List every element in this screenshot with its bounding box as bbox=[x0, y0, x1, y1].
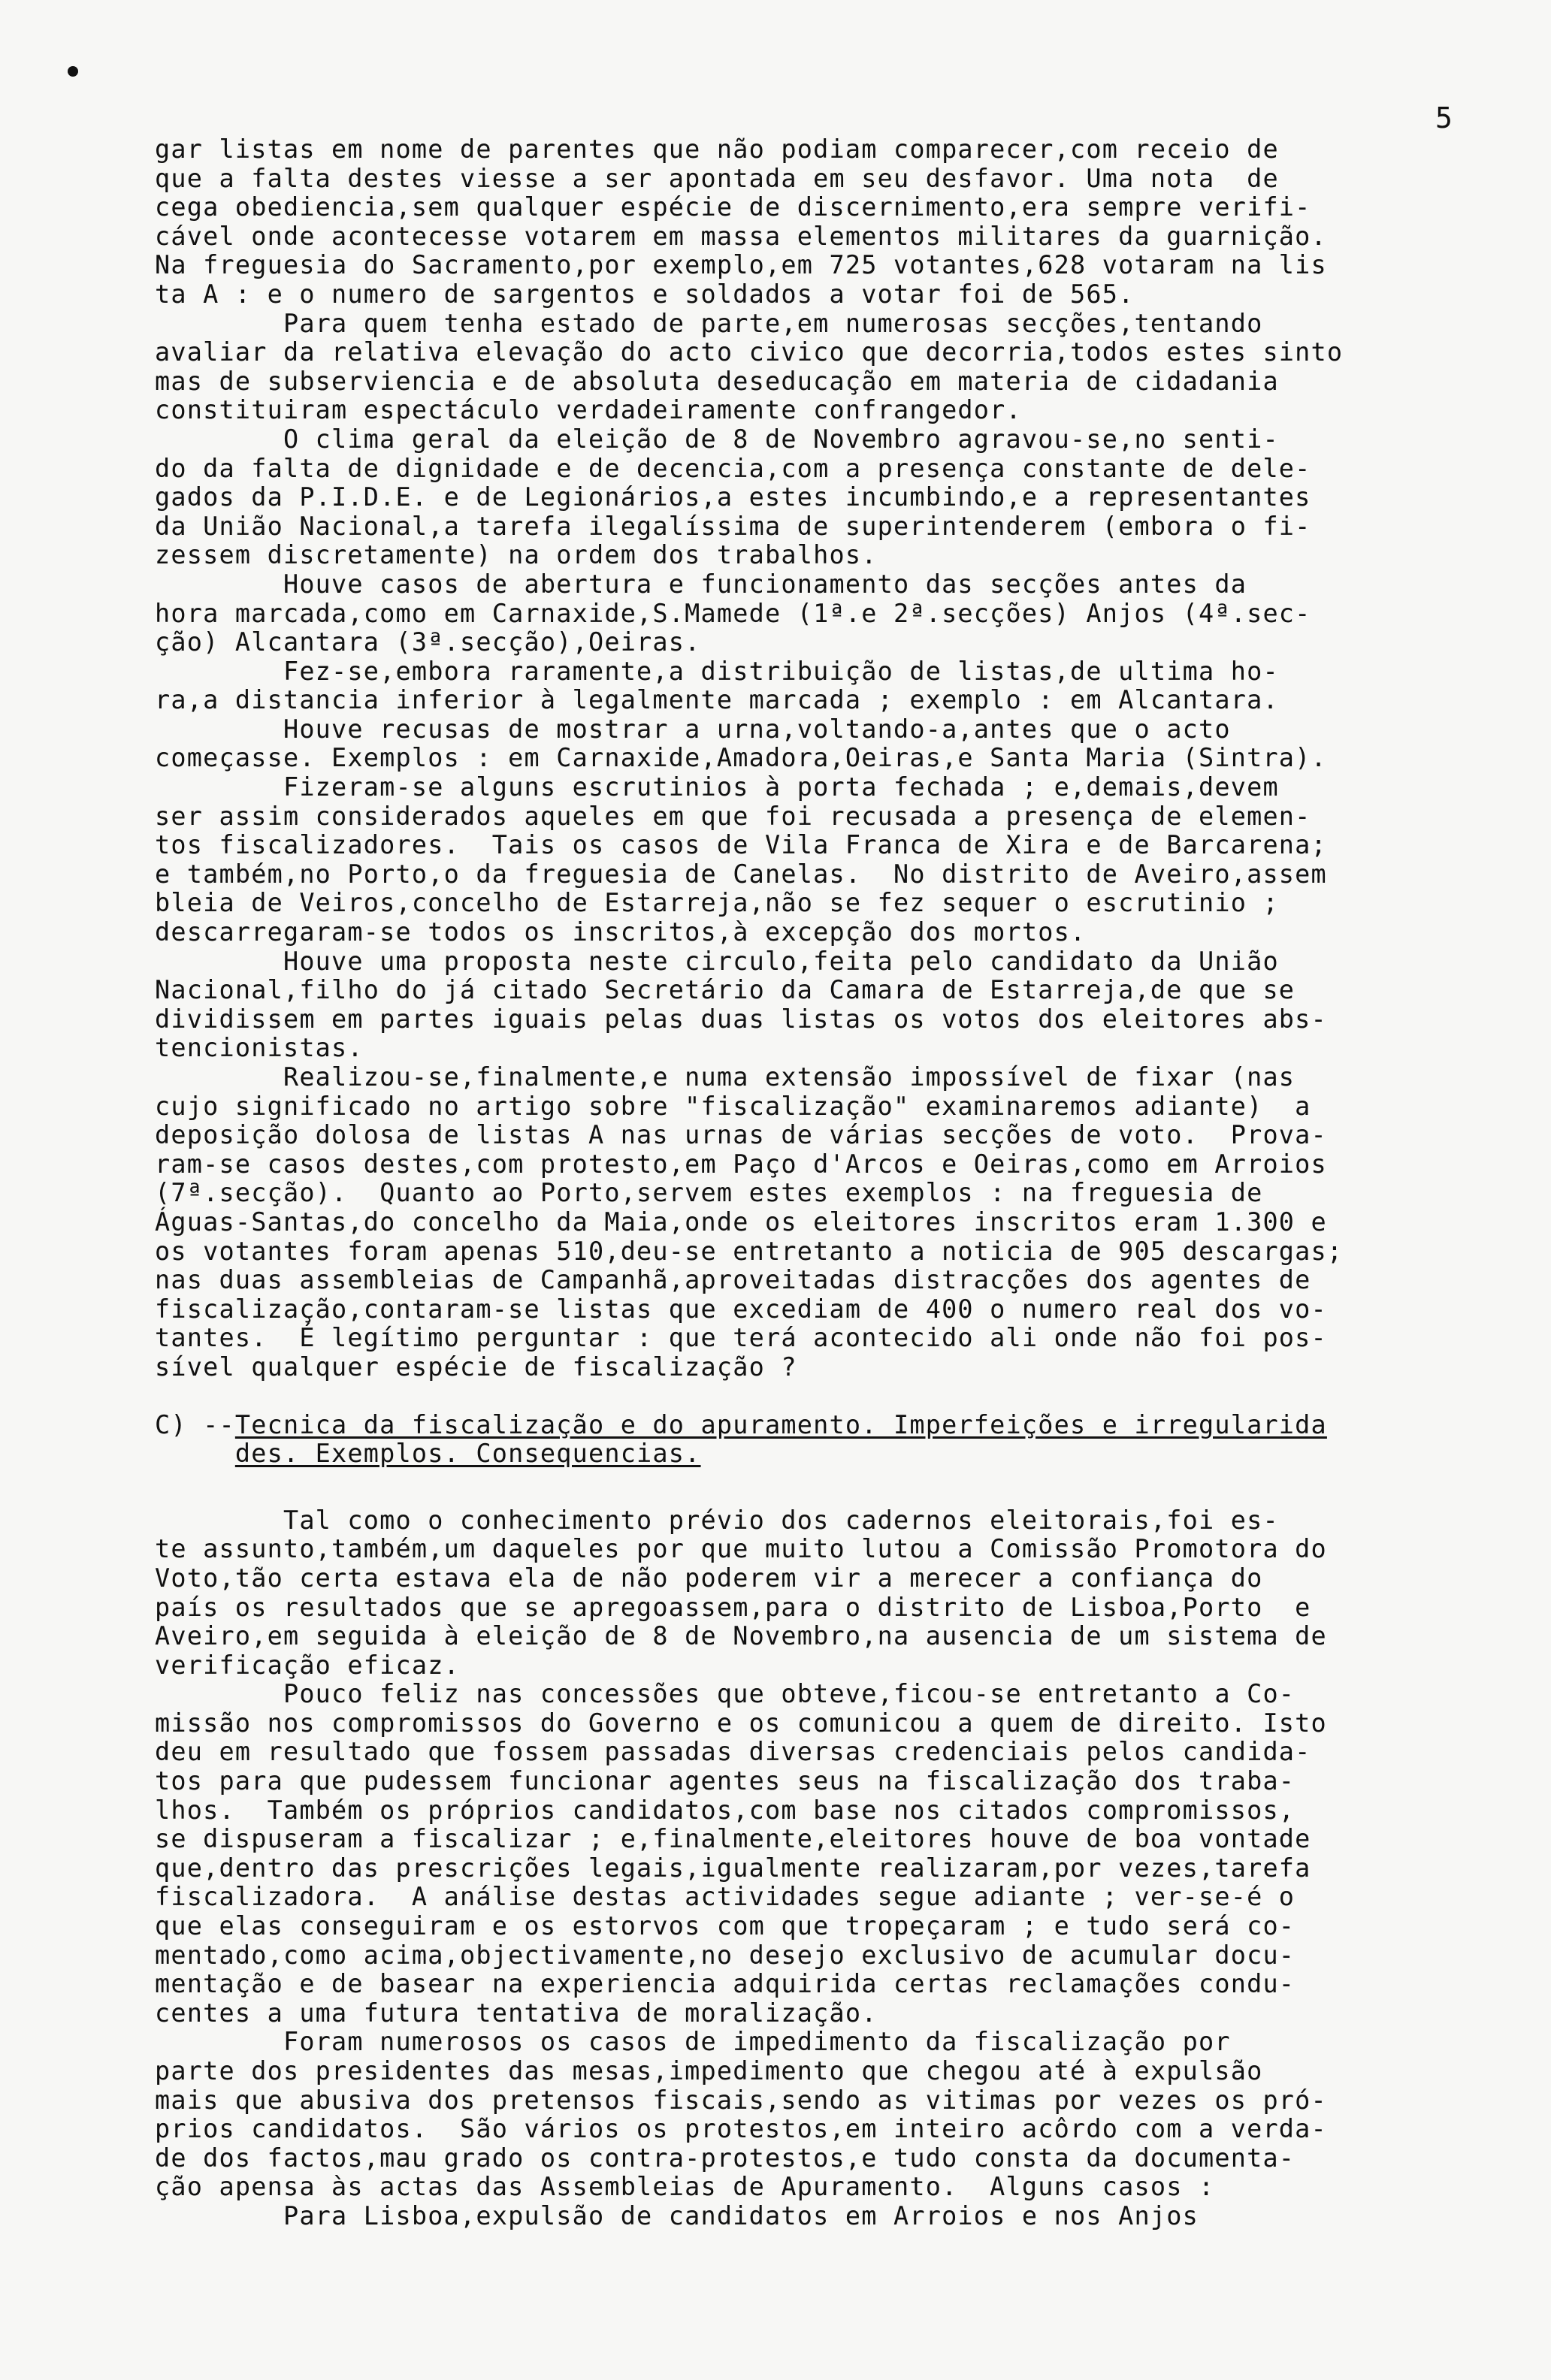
text-line: sível qualquer espécie de fiscalização ? bbox=[155, 1352, 797, 1382]
text-line: dividissem em partes iguais pelas duas listas os votos dos eleitores abs- bbox=[155, 1004, 1327, 1034]
text-line: hora marcada,como em Carnaxide,S.Mamede (1ª.e 2ª.secções) Anjos (4ª.sec- bbox=[155, 598, 1311, 628]
text-line: mentado,como acima,objectivamente,no desejo exclusivo de acumular docu- bbox=[155, 1940, 1296, 1970]
text-line: te assunto,também,um daqueles por que muito lutou a Comissão Promotora do bbox=[155, 1534, 1327, 1564]
text-line: da União Nacional,a tarefa ilegalíssima de superintenderem (embora o fi- bbox=[155, 511, 1311, 541]
section-heading-line-1 bbox=[155, 1411, 1477, 1440]
text-line: Houve uma proposta neste circulo,feita pelo candidato da União bbox=[155, 946, 1279, 976]
section-heading-title: Tecnica da fiscalização e do apuramento. Imperfeições e irregularida bbox=[234, 1409, 1327, 1439]
text-line: Fez-se,embora raramente,a distribuição de listas,de ultima ho- bbox=[155, 656, 1279, 686]
text-line: constituiram espectáculo verdadeiramente confrangedor. bbox=[155, 395, 1022, 425]
text-line: Para Lisboa,expulsão de candidatos em Arroios e nos Anjos bbox=[155, 2200, 1199, 2230]
text-line: Nacional,filho do já citado Secretário da Camara de Estarreja,de que se bbox=[155, 975, 1296, 1005]
text-line: Houve casos de abertura e funcionamento das secções antes da bbox=[155, 569, 1247, 599]
text-line: Houve recusas de mostrar a urna,voltando-a,antes que o acto bbox=[155, 714, 1231, 744]
text-line: cujo significado no artigo sobre "fiscalização" examinaremos adiante) a bbox=[155, 1091, 1311, 1121]
text-line: ram-se casos destes,com protesto,em Paço d'Arcos e Oeiras,como em Arroios bbox=[155, 1149, 1327, 1179]
text-line: se dispuseram a fiscalizar ; e,finalmente,eleitores houve de boa vontade bbox=[155, 1824, 1311, 1854]
text-line: Foram numerosos os casos de impedimento da fiscalização por bbox=[155, 2027, 1231, 2057]
text-line: mais que abusiva dos pretensos fiscais,sendo as vitimas por vezes os pró- bbox=[155, 2085, 1327, 2115]
text-line: tantes. É legítimo perguntar : que terá acontecido ali onde não foi pos- bbox=[155, 1323, 1327, 1353]
text-line: Fizeram-se alguns escrutinios à porta fechada ; e,demais,devem bbox=[155, 772, 1279, 802]
text-line: bleia de Veiros,concelho de Estarreja,não se fez sequer o escrutinio ; bbox=[155, 888, 1279, 918]
text-line: Para quem tenha estado de parte,em numerosas secções,tentando bbox=[155, 308, 1263, 338]
punch-hole-mark bbox=[68, 66, 78, 77]
text-line: Realizou-se,finalmente,e numa extensão impossível de fixar (nas bbox=[155, 1062, 1296, 1092]
text-line: ção apensa às actas das Assembleias de Apuramento. Alguns casos : bbox=[155, 2172, 1215, 2202]
text-line: ção) Alcantara (3ª.secção),Oeiras. bbox=[155, 627, 701, 657]
text-line: (7ª.secção). Quanto ao Porto,servem estes exemplos : na freguesia de bbox=[155, 1178, 1263, 1208]
text-line: cega obediencia,sem qualquer espécie de discernimento,era sempre verifi- bbox=[155, 192, 1311, 222]
document-body bbox=[155, 135, 1477, 2231]
text-line: verificação eficaz. bbox=[155, 1650, 461, 1680]
text-line: fiscalizadora. A análise destas actividades segue adiante ; ver-se-é o bbox=[155, 1882, 1296, 1912]
text-line: e também,no Porto,o da freguesia de Canelas. No distrito de Aveiro,assem bbox=[155, 859, 1327, 889]
text-line: que elas conseguiram e os estorvos com que tropeçaram ; e tudo será co- bbox=[155, 1911, 1296, 1941]
text-line: descarregaram-se todos os inscritos,à excepção dos mortos. bbox=[155, 917, 1087, 947]
text-line: centes a uma futura tentativa de moralização. bbox=[155, 1998, 878, 2028]
text-line: começasse. Exemplos : em Carnaxide,Amadora,Oeiras,e Santa Maria (Sintra). bbox=[155, 743, 1327, 773]
section-c-body bbox=[155, 1506, 1477, 2231]
text-line: mentação e de basear na experiencia adquirida certas reclamações condu- bbox=[155, 1969, 1296, 1999]
section-b-continuation bbox=[155, 135, 1477, 1382]
text-line: ta A : e o numero de sargentos e soldados a votar foi de 565. bbox=[155, 279, 1135, 309]
section-c-heading bbox=[155, 1411, 1477, 1469]
text-line: ser assim considerados aqueles em que foi recusada a presença de elemen- bbox=[155, 801, 1311, 831]
text-line: prios candidatos. São vários os protestos,em inteiro acôrdo com a verda- bbox=[155, 2114, 1327, 2144]
text-line: Tal como o conhecimento prévio dos cadernos eleitorais,foi es- bbox=[155, 1505, 1279, 1535]
text-line: do da falta de dignidade e de decencia,com a presença constante de dele- bbox=[155, 453, 1311, 483]
text-line: cável onde acontecesse votarem em massa elementos militares da guarnição. bbox=[155, 221, 1327, 251]
text-line: Voto,tão certa estava ela de não poderem vir a merecer a confiança do bbox=[155, 1563, 1263, 1593]
text-line: tos para que pudessem funcionar agentes seus na fiscalização dos traba- bbox=[155, 1766, 1296, 1796]
text-line: Águas-Santas,do concelho da Maia,onde os eleitores inscritos eram 1.300 e bbox=[155, 1207, 1327, 1237]
text-line: Aveiro,em seguida à eleição de 8 de Novembro,na ausencia de um sistema de bbox=[155, 1621, 1327, 1651]
text-line: que a falta destes viesse a ser apontada em seu desfavor. Uma nota de bbox=[155, 163, 1279, 193]
section-heading-prefix: C) -- bbox=[155, 1409, 235, 1439]
section-heading-line-2 bbox=[155, 1439, 1477, 1469]
text-line: lhos. Também os próprios candidatos,com base nos citados compromissos, bbox=[155, 1795, 1296, 1825]
text-line: gar listas em nome de parentes que não podiam comparecer,com receio de bbox=[155, 134, 1279, 164]
text-line: avaliar da relativa elevação do acto civico que decorria,todos estes sinto bbox=[155, 337, 1344, 367]
text-line: O clima geral da eleição de 8 de Novembro agravou-se,no senti- bbox=[155, 424, 1279, 454]
text-line: zessem discretamente) na ordem dos trabalhos. bbox=[155, 540, 878, 570]
page-number: 5 bbox=[1435, 101, 1453, 134]
text-line: os votantes foram apenas 510,deu-se entretanto a noticia de 905 descargas; bbox=[155, 1236, 1344, 1266]
text-line: parte dos presidentes das mesas,impedimento que chegou até à expulsão bbox=[155, 2056, 1263, 2086]
text-line: país os resultados que se apregoassem,para o distrito de Lisboa,Porto e bbox=[155, 1592, 1311, 1622]
text-line: nas duas assembleias de Campanhã,aproveitadas distracções dos agentes de bbox=[155, 1265, 1311, 1295]
text-line: gados da P.I.D.E. e de Legionários,a estes incumbindo,e a representantes bbox=[155, 482, 1311, 512]
text-line: de dos factos,mau grado os contra-protestos,e tudo consta da documenta- bbox=[155, 2143, 1296, 2173]
text-line: fiscalização,contaram-se listas que excediam de 400 o numero real dos vo- bbox=[155, 1294, 1327, 1324]
text-line: deu em resultado que fossem passadas diversas credenciais pelos candida- bbox=[155, 1737, 1311, 1767]
text-line: tencionistas. bbox=[155, 1033, 364, 1063]
text-line: que,dentro das prescrições legais,igualmente realizaram,por vezes,tarefa bbox=[155, 1853, 1311, 1883]
section-heading-title-cont: des. Exemplos. Consequencias. bbox=[234, 1439, 701, 1469]
text-line: tos fiscalizadores. Tais os casos de Vila Franca de Xira e de Barcarena; bbox=[155, 830, 1327, 860]
text-line: missão nos compromissos do Governo e os comunicou a quem de direito. Isto bbox=[155, 1708, 1327, 1738]
text-line: ra,a distancia inferior à legalmente marcada ; exemplo : em Alcantara. bbox=[155, 685, 1279, 715]
text-line: Pouco feliz nas concessões que obteve,ficou-se entretanto a Co- bbox=[155, 1679, 1296, 1709]
text-line: mas de subserviencia e de absoluta deseducação em materia de cidadania bbox=[155, 366, 1279, 396]
text-line: Na freguesia do Sacramento,por exemplo,em 725 votantes,628 votaram na lis bbox=[155, 250, 1327, 280]
text-line: deposição dolosa de listas A nas urnas de várias secções de voto. Prova- bbox=[155, 1120, 1327, 1150]
